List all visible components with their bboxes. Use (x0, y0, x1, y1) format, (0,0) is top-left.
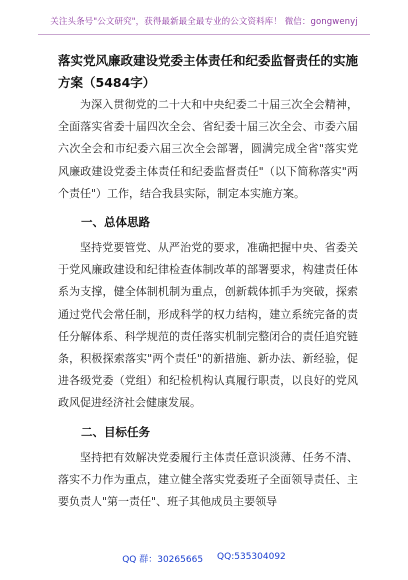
footer-qq: QQ:535304092 (217, 552, 286, 562)
footer-contact (0, 552, 408, 572)
document-title: 落实党风廉政建设党委主体责任和纪委监督责任的实施方案（5484字） (58, 53, 359, 90)
section-body-1: 坚持党要管党、从严治党的要求，准确把握中央、省委关于党风廉政建设和纪律检查体制改革的部署要求，构建责任体系为支撑，健全体制机制为重点，创新载体抓手为突破，探索通过党代会常任制，形成科学的权力结构，建立系统完备的责任分解体系、科学规范的责任落实机制完整闭合的责任追究链条，积极探索落实"两个责任"的新措施、新办法、新经验，促进各级党委（党组）和纪检机构认真履行职责，以良好的党风政风促进经济社会健康发展。 (58, 241, 358, 410)
header-promo-text: 关注头条号"公文研究"，获得最新最全最专业的公文资料库！ 微信：gongwenyj (50, 17, 358, 27)
section-body-2: 坚持把有效解决党委履行主体责任意识淡薄、任务不清、落实不力作为重点，建立健全落实党委班子全面领导责任、主要负责人"第一责任"、班子其他成员主要领导 (58, 450, 358, 509)
section-heading-2: 二、目标任务 (81, 424, 150, 439)
header-banner (38, 8, 370, 35)
footer-qq-group: QQ 群：30265665 (122, 555, 204, 565)
section-heading-1: 一、总体思路 (81, 215, 150, 230)
document-body (58, 50, 358, 513)
intro-paragraph: 为深入贯彻党的二十大和中央纪委二十届三次全会精神，全面落实省委十届四次全会、省纪委十届三次全会、市委六届六次全会和市纪委六届三次全会部署，圆满完成全省"落实党风廉政建设党委主体责任和纪委监督责任"（以下简称落实"两个责任"）工作，结合我县实际，制定本实施方案。 (58, 98, 358, 200)
